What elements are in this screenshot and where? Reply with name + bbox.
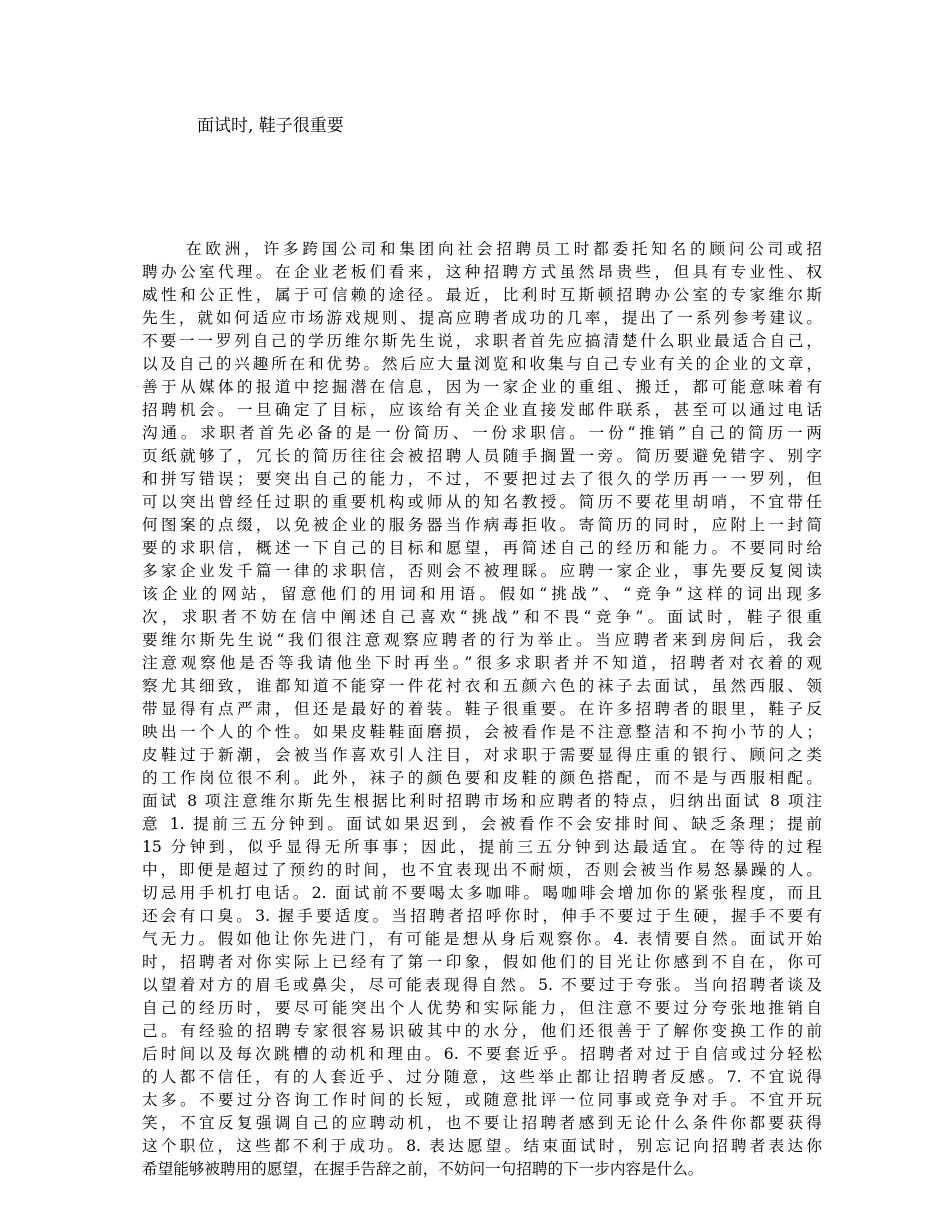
body-text-line: 威性和公正性，属于可信赖的途径。最近，比利时互斯顿招聘办公室的专家维尔斯	[142, 286, 822, 304]
body-text-line: 皮鞋过于新潮，会被当作喜欢引人注目，对求职于需要显得庄重的银行、顾问之类	[142, 746, 822, 764]
body-text-line: 面试 8 项注意维尔斯先生根据比利时招聘市场和应聘者的特点，归纳出面试 8 项注	[142, 792, 822, 810]
document-body	[142, 238, 822, 1181]
body-text-line: 映出一个人的个性。如果皮鞋鞋面磨损，会被看作是不注意整洁和不拘小节的人；	[142, 723, 822, 741]
body-text-line: 要的求职信，概述一下自己的目标和愿望，再简述自己的经历和能力。不要同时给	[142, 539, 822, 557]
body-text-line: 带显得有点严肃，但还是最好的着装。鞋子很重要。在许多招聘者的眼里，鞋子反	[142, 700, 822, 718]
body-text-line: 可以突出曾经任过职的重要机构或师从的知名教授。简历不要花里胡哨，不宜带任	[142, 493, 822, 511]
body-text-line: 还会有口臭。3. 握手要适度。当招聘者招呼你时，伸手不要过于生硬，握手不要有	[142, 907, 822, 925]
body-text-line: 希望能够被聘用的愿望，在握手告辞之前，不妨问一句招聘的下一步内容是什么。	[142, 1160, 704, 1178]
body-text-line: 页纸就够了，冗长的简历往往会被招聘人员随手搁置一旁。简历要避免错字、别字	[142, 447, 822, 465]
body-text-line: 先生，就如何适应市场游戏规则、提高应聘者成功的几率，提出了一系列参考建议。	[142, 309, 822, 327]
body-text-line: 的人都不信任，有的人套近乎、过分随意，这些举止都让招聘者反感。7. 不宜说得	[142, 1068, 822, 1086]
body-text-line: 的工作岗位很不利。此外，袜子的颜色要和皮鞋的颜色搭配，而不是与西服相配。	[142, 769, 822, 787]
document-title: 面试时, 鞋子很重要	[197, 116, 344, 136]
body-text-line: 己。有经验的招聘专家很容易识破其中的水分，他们还很善于了解你变换工作的前	[142, 1022, 822, 1040]
body-text-line: 注意观察他是否等我请他坐下时再坐。”很多求职者并不知道，招聘者对衣着的观	[142, 654, 822, 672]
body-text-line: 招聘机会。一旦确定了目标，应该给有关企业直接发邮件联系，甚至可以通过电话	[142, 401, 822, 419]
body-text-line: 不要一一罗列自己的学历维尔斯先生说，求职者首先应搞清楚什么职业最适合自己，	[142, 332, 822, 350]
body-text-line: 以望着对方的眉毛或鼻尖，尽可能表现得自然。5. 不要过于夸张。当向招聘者谈及	[142, 976, 822, 994]
body-text-line: 要维尔斯先生说“我们很注意观察应聘者的行为举止。当应聘者来到房间后，我会	[142, 631, 822, 649]
body-text-line: 切忌用手机打电话。2. 面试前不要喝太多咖啡。喝咖啡会增加你的紧张程度，而且	[142, 884, 822, 902]
body-text-line: 次，求职者不妨在信中阐述自己喜欢“挑战”和不畏“竞争”。面试时，鞋子很重	[142, 608, 822, 626]
body-text-line: 善于从媒体的报道中挖掘潜在信息，因为一家企业的重组、搬迁，都可能意味着有	[142, 378, 822, 396]
body-text-line: 15 分钟到，似乎显得无所事事；因此，提前三五分钟到达最适宜。在等待的过程	[142, 838, 822, 856]
body-text-line: 何图案的点缀，以免被企业的服务器当作病毒拒收。寄简历的同时，应附上一封简	[142, 516, 822, 534]
body-text-line: 时，招聘者对你实际上已经有了第一印象，假如他们的目光让你感到不自在，你可	[142, 953, 822, 971]
body-text-line: 该企业的网站，留意他们的用词和用语。假如“挑战”、“竞争”这样的词出现多	[142, 585, 822, 603]
body-text-line: 多家企业发千篇一律的求职信，否则会不被理睬。应聘一家企业，事先要反复阅读	[142, 562, 822, 580]
body-text-line: 聘办公室代理。在企业老板们看来，这种招聘方式虽然昂贵些，但具有专业性、权	[142, 263, 822, 281]
body-text-line: 意 1. 提前三五分钟到。面试如果迟到，会被看作不会安排时间、缺乏条理；提前	[142, 815, 822, 833]
body-text-line: 沟通。求职者首先必备的是一份简历、一份求职信。一份“推销”自己的简历一两	[142, 424, 822, 442]
body-text-line: 以及自己的兴趣所在和优势。然后应大量浏览和收集与自己专业有关的企业的文章，	[142, 355, 822, 373]
body-text-line: 察尤其细致，谁都知道不能穿一件花衬衣和五颜六色的袜子去面试，虽然西服、领	[142, 677, 822, 695]
body-text-line: 太多。不要过分咨询工作时间的长短，或随意批评一位同事或竞争对手。不宜开玩	[142, 1091, 822, 1109]
body-text-line: 中，即便是超过了预约的时间，也不宜表现出不耐烦，否则会被当作易怒暴躁的人。	[142, 861, 822, 879]
body-text-line: 后时间以及每次跳槽的动机和理由。6. 不要套近乎。招聘者对过于自信或过分轻松	[142, 1045, 822, 1063]
body-text-line: 气无力。假如他让你先进门，有可能是想从身后观察你。4. 表情要自然。面试开始	[142, 930, 822, 948]
body-text-line: 在欧洲，许多跨国公司和集团向社会招聘员工时都委托知名的顾问公司或招	[186, 240, 822, 258]
body-text-line: 这个职位，这些都不利于成功。8. 表达愿望。结束面试时，别忘记向招聘者表达你	[142, 1137, 822, 1155]
body-text-line: 自己的经历时，要尽可能突出个人优势和实际能力，但注意不要过分夸张地推销自	[142, 999, 822, 1017]
body-text-line: 和拼写错误；要突出自己的能力，不过，不要把过去了很久的学历再一一罗列，但	[142, 470, 822, 488]
body-text-line: 笑，不宜反复强调自己的应聘动机，也不要让招聘者感到无论什么条件你都要获得	[142, 1114, 822, 1132]
